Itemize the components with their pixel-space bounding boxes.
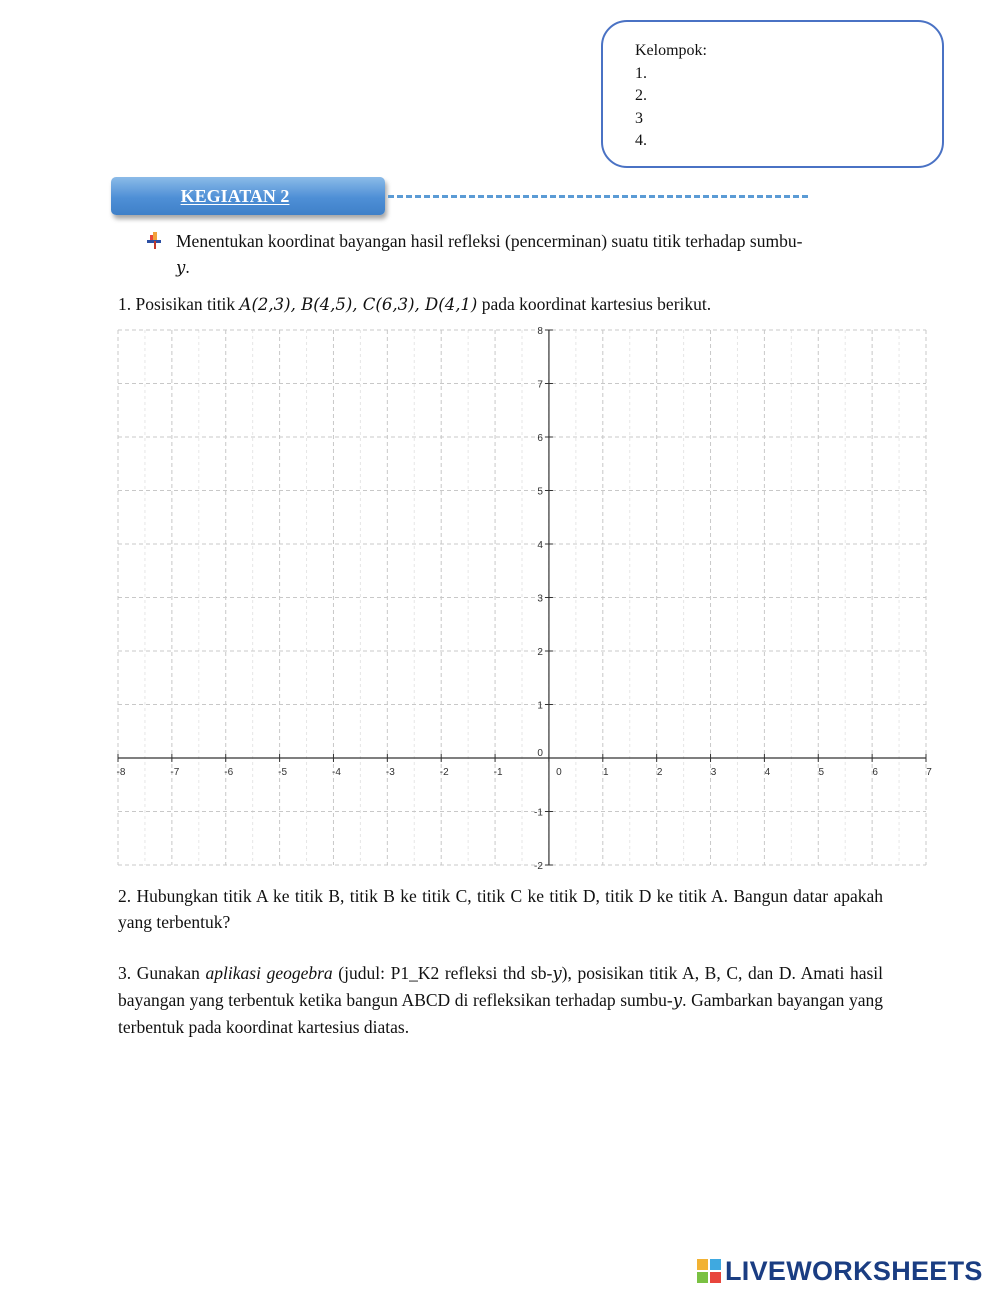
pushpin-bullet-icon [145,231,165,251]
objective [145,228,885,281]
x-tick-label: 0 [556,767,562,778]
y-tick-label: 2 [537,647,543,658]
question-1 [118,291,883,318]
q3-variable-1: y [552,964,562,983]
objective-text: Menentukan koordinat bayangan hasil refleksi (pencerminan) suatu titik terhadap sumbu- [176,231,803,251]
q3-part1: 3. Gunakan [118,963,206,983]
logo-cube-square [710,1259,721,1270]
x-tick-label: 5 [818,767,825,778]
y-tick-label: -1 [534,807,543,819]
q3-app-name: aplikasi geogebra [205,963,333,983]
logo-cube-square [697,1272,708,1283]
q1-suffix: pada koordinat kartesius berikut. [477,294,712,314]
x-tick-label: 2 [656,767,663,778]
objective-period: . [185,257,190,277]
x-tick-label: -7 [170,767,180,778]
y-tick-label: 7 [537,379,543,391]
liveworksheets-logo [697,1255,983,1287]
x-tick-label: -4 [332,767,341,778]
group-member-line-2: 2. [635,87,647,104]
group-member-line-1: 1. [635,64,647,82]
logo-text: LIVEWORKSHEETS [725,1255,983,1286]
objective-variable: y [176,258,186,277]
y-tick-label: 1 [537,700,543,712]
q3-part4: . Gambarkan bayangan yang terbentuk pada koordinat kartesius diatas. [118,990,884,1037]
y-tick-label: 3 [537,593,543,605]
q3-part2: (judul: P1_K2 refleksi thd sb- [332,963,553,983]
y-tick-label: 4 [537,540,543,551]
group-member-line-3: 3 [635,109,643,127]
q3-part3: ), posisikan titik A, B, C, dan D. Amati hasil bayangan yang terbentuk ketika bangun ABCD di refleksikan terhadap sumbu- [118,963,883,1010]
banner-dashed-divider [388,195,808,198]
question-2: 2. Hubungkan titik A ke titik B, titik B ke titik C, titik C ke titik D, titik D ke titik A. Bangun datar apakah yang terbentuk? [118,886,883,932]
q3-variable-2: y [672,991,683,1010]
x-tick-label: -6 [224,767,234,778]
activity-title: KEGIATAN 2 [180,185,290,206]
x-tick-label: 3 [710,767,717,778]
x-tick-label: -2 [439,767,449,778]
y-tick-label: 0 [537,748,543,759]
group-member-line-4: 4. [635,132,647,149]
group-title: Kelompok: [635,42,707,59]
logo-cube-square [697,1259,708,1270]
y-tick-label: 5 [537,486,543,498]
y-tick-label: 8 [537,326,543,337]
q1-points: A(2,3), B(4,5), C(6,3), D(4,1) [239,295,478,314]
logo-cube-icon [697,1259,721,1283]
x-tick-label: -1 [493,767,503,778]
y-tick-label: 6 [537,433,543,444]
question-3 [118,960,883,1040]
x-tick-label: -5 [278,767,288,778]
x-tick-label: -8 [116,767,126,778]
cartesian-grid[interactable] [110,325,930,875]
x-tick-label: -3 [385,767,395,778]
y-tick-label: -2 [534,861,543,872]
logo-cube-square [710,1272,721,1283]
q1-prefix: 1. Posisikan titik [118,294,240,314]
activity-banner [111,177,385,215]
x-tick-label: 6 [872,767,878,778]
x-tick-label: 7 [926,767,932,778]
x-tick-label: 4 [764,767,771,778]
group-members-box [601,20,944,168]
x-tick-label: 1 [603,767,609,778]
